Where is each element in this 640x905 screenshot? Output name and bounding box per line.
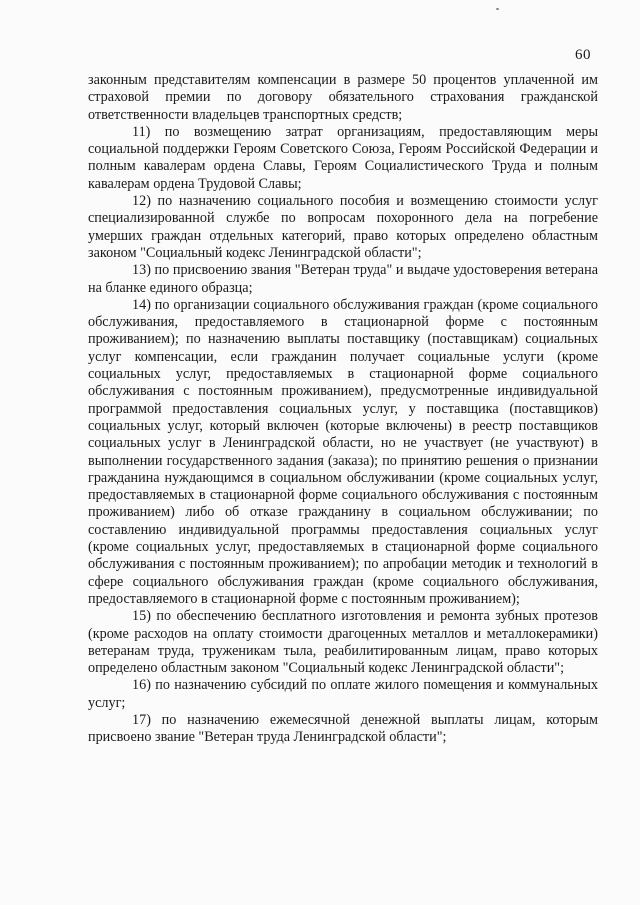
- paragraph: 14) по организации социального обслуживания граждан (кроме социального обслуживания, предоставляемого в стационарной форме с постоянным проживанием); по назначению выплаты поставщику (поставщикам) социальных услуг компенсации, если гражданин получает социальные услуги (кроме социальных услуг, предоставляемых в стационарной форме социального обслуживания с постоянным проживанием), предусмотренные индивидуальной программой предоставления социальных услуг, у поставщика (поставщиков) социальных услуг, который включен (которые включены) в реестр поставщиков социальных услуг в Ленинградской области, но не участвует (не участвуют) в выполнении государственного задания (заказа); по принятию решения о признании гражданина нуждающимся в социальном обслуживании (кроме социальных услуг, предоставляемых в стационарной форме социального обслуживания с постоянным проживанием) либо об отказе гражданину в социальном обслуживании; по составлению индивидуальной программы предоставления социальных услуг (кроме социальных услуг, предоставляемых в стационарной форме социального обслуживания с постоянным проживанием); по апробации методик и технологий в сфере социального обслуживания граждан (кроме социального обслуживания, предоставляемого в стационарной форме с постоянным проживанием);: [88, 296, 598, 607]
- scan-speck: [496, 8, 499, 10]
- paragraph: 12) по назначению социального пособия и возмещению стоимости услуг специализированной службе по вопросам похоронного дела на погребение умерших граждан отдельных категорий, право которых определено областным законом "Социальный кодекс Ленинградской области";: [88, 193, 598, 261]
- paragraph: 16) по назначению субсидий по оплате жилого помещения и коммунальных услуг;: [88, 677, 598, 711]
- paragraph: 17) по назначению ежемесячной денежной выплаты лицам, которым присвоено звание "Ветеран труда Ленинградской области";: [88, 711, 598, 746]
- paragraph: 11) по возмещению затрат организациям, предоставляющим меры социальной поддержки Героям Советского Союза, Героям Российской Федерации и полным кавалерам ордена Славы, Героям Социалистического Труда и полным кавалерам ордена Трудовой Славы;: [88, 123, 598, 192]
- page-number: 60: [575, 47, 591, 63]
- body-text: [88, 72, 598, 747]
- paragraph: законным представителям компенсации в размере 50 процентов уплаченной им страховой премии по договору обязательного страхования гражданской ответственности владельцев транспортных средств;: [88, 72, 598, 123]
- paragraph: 13) по присвоению звания "Ветеран труда" и выдаче удостоверения ветерана на бланке единого образца;: [88, 262, 598, 296]
- paragraph: 15) по обеспечению бесплатного изготовления и ремонта зубных протезов (кроме расходов на оплату стоимости драгоценных металлов и металлокерамики) ветеранам труда, труженикам тыла, реабилитированным лицам, право которых определено областным законом "Социальный кодекс Ленинградской области";: [88, 608, 598, 677]
